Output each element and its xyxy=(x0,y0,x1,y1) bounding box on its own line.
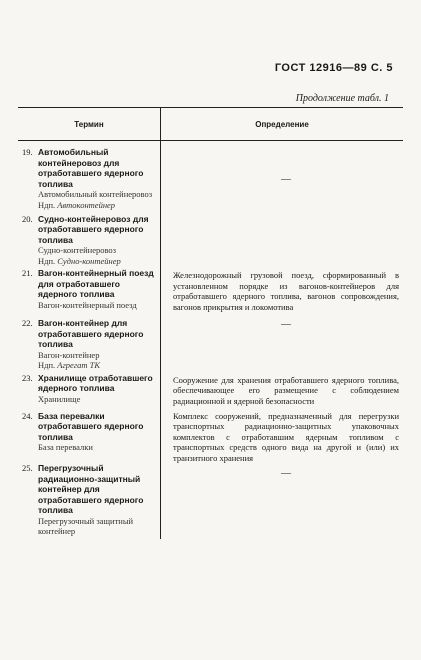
table-row xyxy=(18,411,403,464)
definition-text: — xyxy=(281,468,291,479)
definition-text: — xyxy=(281,319,291,330)
column-header-definition: Определение xyxy=(161,108,404,141)
table-row xyxy=(18,214,403,269)
table-row xyxy=(18,141,403,214)
term-abbreviation: Ндп. Автоконтейнер xyxy=(38,199,116,210)
term-text: Судно-контейнеровоз для отработавшего ядерного топлива xyxy=(38,213,149,245)
terms-table xyxy=(18,107,403,539)
term-synonym: Судно-контейнеровоз xyxy=(38,245,117,255)
term-text: Вагон-контейнерный поезд для отработавшего ядерного топлива xyxy=(38,268,154,299)
definition-text: Железнодорожный грузовой поезд, сформированный в установленном порядке из вагонов-контейнеров для отработавшего ядерного топлива, вагонов сопровождения, вагонов прикрытия и локомотива xyxy=(173,270,399,312)
column-header-term: Термин xyxy=(18,108,161,141)
term-synonym: Вагон-контейнерный поезд xyxy=(38,299,137,310)
term-text: База перевалки отработавшего ядерного топлива xyxy=(38,410,144,442)
table-row xyxy=(18,268,403,318)
term-synonym: Вагон-контейнер xyxy=(38,349,100,360)
term-abbreviation: Ндп. Агрегат ТК xyxy=(38,360,100,370)
entry-number: 19. xyxy=(22,147,33,157)
entry-number: 22. xyxy=(22,318,33,328)
term-text: Перегрузочный радиационно-защитный контейнер для отработавшего ядерного топлива xyxy=(38,463,144,515)
table-continuation-label: Продолжение табл. 1 xyxy=(295,93,389,104)
term-text: Вагон-контейнер для отработавшего ядерного топлива xyxy=(38,318,144,349)
definition-text: Комплекс сооружений, предназначенный для перегрузки транспортных радиационно-защитных упаковочных комплектов с отработавшим ядерным топливом с транспортных средств одного вида на другой и (или) их транзитного хранения xyxy=(173,410,399,463)
definition-text: — xyxy=(281,174,291,185)
entry-number: 25. xyxy=(22,463,33,473)
term-synonym: База перевалки xyxy=(38,442,93,452)
table-row xyxy=(18,373,403,411)
table-row xyxy=(18,463,403,539)
entry-number: 20. xyxy=(22,213,33,224)
term-synonym: Хранилище xyxy=(38,393,81,404)
definition-text: Сооружение для хранения отработавшего ядерного топлива, обеспечивающее его размещение с соблюдением радиационной и ядерной безопасности xyxy=(173,374,399,406)
table-row xyxy=(18,318,403,373)
page-header: ГОСТ 12916—89 С. 5 xyxy=(274,62,393,74)
term-text: Хранилище отработавшего ядерного топлива xyxy=(38,372,153,393)
entry-number: 21. xyxy=(22,268,33,278)
entry-number: 24. xyxy=(22,410,33,421)
term-text: Автомобильный контейнеровоз для отработавшего ядерного топлива xyxy=(38,147,144,189)
term-synonym: Перегрузочный защитный контейнер xyxy=(38,515,134,536)
term-abbreviation: Ндп. Судно-контейнер xyxy=(38,255,121,266)
entry-number: 23. xyxy=(22,372,33,383)
term-synonym: Автомобильный контейнеровоз xyxy=(38,189,153,199)
